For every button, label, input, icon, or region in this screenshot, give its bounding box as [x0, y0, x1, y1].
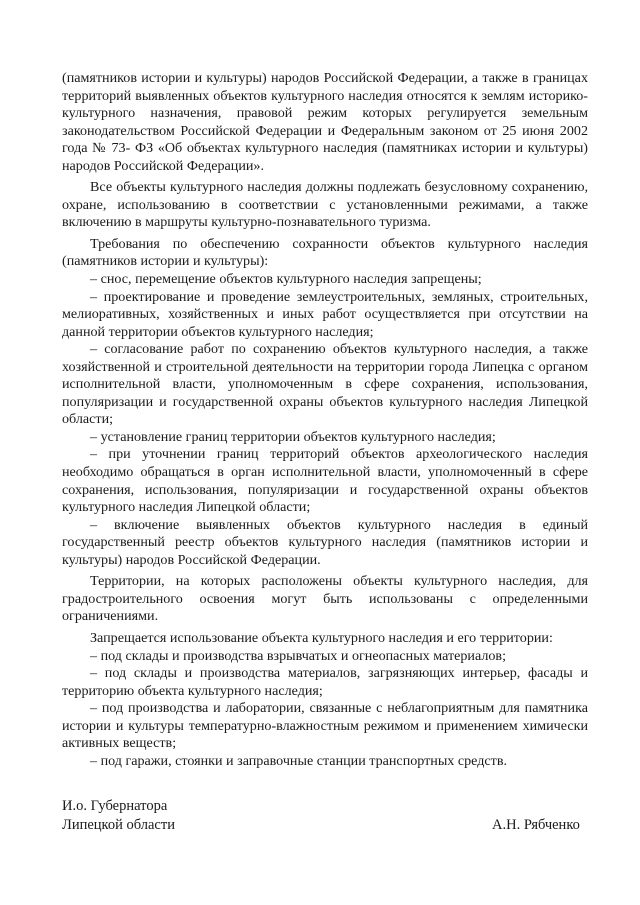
document-body: [62, 70, 588, 770]
list-item: – снос, перемещение объектов культурного наследия запрещены;: [90, 271, 482, 288]
paragraph: Запрещается использование объекта культурного наследия и его территории:: [90, 629, 553, 646]
signatory-name: А.Н. Рябченко: [492, 817, 580, 833]
list-item: – согласование работ по сохранению объектов культурного наследия, а также хозяйственной и строительной деятельности на территории города Липецка с органом исполнительной власти, уполномоченным в сфере сохранения, использования, популяризации и государственной охраны объектов культурного наследия Липецкой области;: [62, 341, 588, 428]
paragraph: (памятников истории и культуры) народов Российской Федерации, а также в границах территорий выявленных объектов культурного наследия относятся к землям историко-культурного назначения, правовой режим которых регулируется земельным законодательством Российской Федерации и Федеральным законом от 25 июня 2002 года № 73- ФЗ «Об объектах культурного наследия (памятниках истории и культуры) народов Российской Федерации».: [62, 70, 588, 174]
list-item: – под гаражи, стоянки и заправочные станции транспортных средств.: [90, 752, 508, 769]
paragraph: Территории, на которых расположены объекты культурного наследия, для градостроительного освоения могут быть использованы с определенными ограничениями.: [62, 573, 588, 625]
list-item: – под склады и производства материалов, загрязняющих интерьер, фасады и территорию объекта культурного наследия;: [62, 665, 588, 699]
list-item: – под производства и лаборатории, связанные с неблагоприятным для памятника истории и культуры температурно-влажностным режимом и применением химически активных веществ;: [62, 700, 588, 752]
signatory-position: [62, 797, 175, 835]
list-item: – проектирование и проведение землеустроительных, земляных, строительных, мелиоративных, хозяйственных и иных работ осуществляется при отсутствии на данной территории объектов культурного наследия;: [62, 288, 588, 340]
list-item: – при уточнении границ территорий объектов археологического наследия необходимо обращаться в орган исполнительной власти, уполномоченный в сфере сохранения, использования, популяризации и государственной охраны объектов культурного наследия Липецкой области;: [62, 446, 588, 516]
paragraph: Требования по обеспечению сохранности объектов культурного наследия (памятников истории и культуры):: [62, 235, 588, 270]
list-item: – включение выявленных объектов культурного наследия в единый государственный реестр объектов культурного наследия (памятников истории и культуры) народов Российской Федерации.: [62, 516, 588, 568]
list-item: – под склады и производства взрывчатых и огнеопасных материалов;: [90, 647, 506, 664]
paragraph: Все объекты культурного наследия должны подлежать безусловному сохранению, охране, использованию в соответствии с установленными режимами, а также включению в маршруты культурно-познавательного туризма.: [62, 179, 588, 231]
signatory-position-line1: И.о. Губернатора: [62, 798, 168, 814]
signatory-position-line2: Липецкой области: [62, 817, 175, 833]
list-item: – установление границ территории объектов культурного наследия;: [90, 428, 496, 445]
